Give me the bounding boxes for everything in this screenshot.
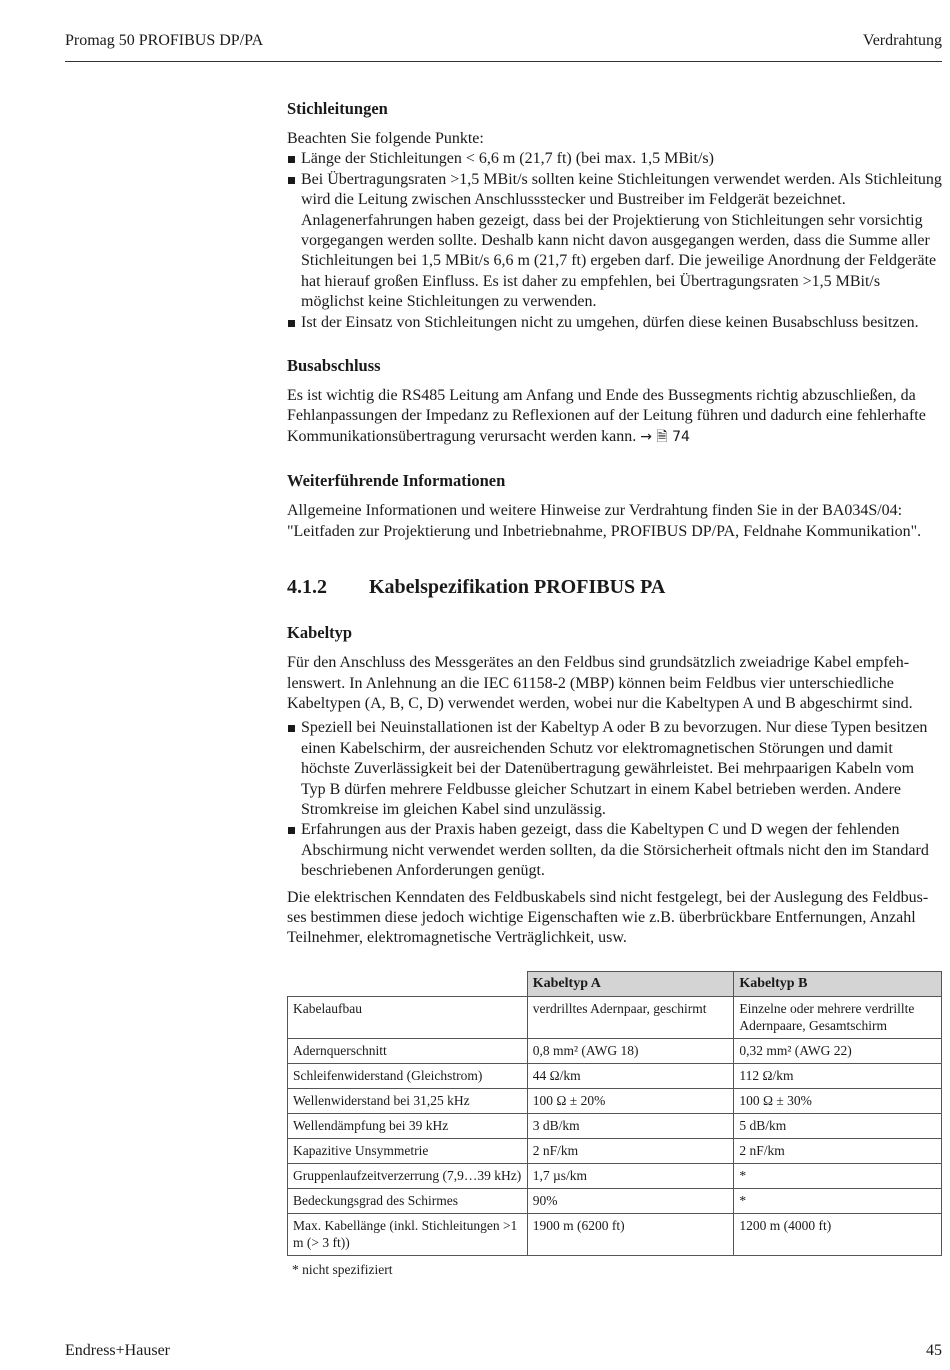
table-footnote: * nicht spezifiziert: [292, 1261, 393, 1277]
busabschluss-paragraph: [287, 386, 942, 447]
list-item: Ist der Einsatz von Stichleitungen nicht zu umgehen, dürfen diese keinen Busabschluss besitzen.: [287, 313, 942, 333]
table-cell: 5 dB/km: [734, 1113, 942, 1138]
table-cell: 1900 m (6200 ft): [527, 1213, 734, 1255]
table-row: [288, 1088, 942, 1113]
footer-company: Endress+Hauser: [65, 1342, 170, 1359]
section-number: 4.1.2: [287, 576, 327, 599]
heading-stichleitungen: Stichleitungen: [287, 99, 388, 118]
heading-busabschluss: Busabschluss: [287, 356, 381, 376]
page-header: [65, 32, 942, 62]
kabeltyp-intro: Für den Anschluss des Messgerätes an den Feldbus sind grundsätzlich zweiadrige Kabel empfehlenswert. In Anlehnung an die IEC 61158-2 (MBP) können beim Feldbus vier unterschiedliche Kabeltypen (A, B, C, D) verwendet werden, wobei nur die Kabeltypen A und B abgeschirmt sind.: [287, 654, 913, 712]
kabeltyp-properties: Die elektrischen Kenndaten des Feldbuskabels sind nicht festgelegt, bei der Auslegung des Feldbusses bestimmen diese jedoch wichtige Eigenschaften wie z.B. überbrückbare Entfernungen, Anzahl Teilnehmer, elektromagnetische Verträglichkeit, usw.: [287, 888, 929, 947]
kabeltyp-list: [287, 718, 942, 881]
table-cell: *: [734, 1188, 942, 1213]
table-row: [288, 996, 942, 1038]
table-row: [288, 1038, 942, 1063]
table-row: [288, 1138, 942, 1163]
table-cell: Wellendämpfung bei 39 kHz: [288, 1113, 528, 1138]
table-cell: Gruppenlaufzeitverzerrung (7,9…39 kHz): [288, 1163, 528, 1188]
table-cell: 1,7 µs/km: [527, 1163, 734, 1188]
heading-kabeltyp: Kabeltyp: [287, 623, 353, 643]
table-cell: Kapazitive Unsymmetrie: [288, 1138, 528, 1163]
busabschluss-text: Es ist wichtig die RS485 Leitung am Anfang und Ende des Bussegments richtig abzuschließen, da Fehlanpassungen der Impedanz zu Reflexionen auf der Leitung führen und dadurch eine fehlerhafte Kommunikationsübertragung verursacht werden kann.: [287, 387, 926, 445]
stichleitungen-intro: Beachten Sie folgende Punkte:: [287, 130, 484, 147]
table-header-row: [288, 971, 942, 996]
list-item: Bei Übertragungsraten >1,5 MBit/s sollten keine Stichleitungen verwendet werden. Als Stichleitung wird die Leitung zwischen Anschlussstecker und Bustreiber im Feldgerät bezeichnet. Anlagenerfahrungen haben gezeigt, dass bei der Projektierung von Stichleitungen sehr vorsichtig vorgegangen werden sollte. Deshalb kann nicht davon ausgegangen werden, dass die Summe aller Stichleitungen bei 1,5 MBit/s 6,6 m (21,7 ft) ergeben darf. Die jeweilige Anordnung der Feldgeräte hat hierauf großen Einfluss. Es ist daher zu empfehlen, bei Übertragungsraten >1,5 MBit/s möglichst keine Stichleitungen zu verwenden.: [287, 170, 942, 313]
section-title: Kabelspezifikation PROFIBUS PA: [369, 576, 666, 599]
page-reference-link[interactable]: → 🗎 74: [640, 428, 690, 445]
table-cell: 90%: [527, 1188, 734, 1213]
table-header-cell: Kabeltyp A: [527, 971, 734, 996]
cable-spec-table: [287, 971, 942, 1256]
table-cell: Max. Kabellänge (inkl. Stichleitungen >1 m (> 3 ft)): [288, 1213, 528, 1255]
footer-page-number: 45: [926, 1342, 942, 1359]
list-item: Länge der Stichleitungen < 6,6 m (21,7 ft) (bei max. 1,5 MBit/s): [287, 149, 942, 169]
table-cell: 100 Ω ± 30%: [734, 1088, 942, 1113]
table-row: [288, 1188, 942, 1213]
table-row: [288, 1063, 942, 1088]
table-cell: Kabelaufbau: [288, 996, 528, 1038]
table-cell: Einzelne oder mehrere verdrillte Adernpaare, Gesamtschirm: [734, 996, 942, 1038]
table-cell: Bedeckungsgrad des Schirmes: [288, 1188, 528, 1213]
table-header-cell: [288, 971, 528, 996]
table-cell: 0,8 mm² (AWG 18): [527, 1038, 734, 1063]
table-cell: 112 Ω/km: [734, 1063, 942, 1088]
section-weiterfuehrende-informationen: [287, 470, 942, 542]
header-chapter-title: Verdrahtung: [862, 32, 942, 49]
table-row: [288, 1113, 942, 1138]
table-cell: *: [734, 1163, 942, 1188]
table-row: [288, 1163, 942, 1188]
table-cell: 2 nF/km: [527, 1138, 734, 1163]
table-cell: 0,32 mm² (AWG 22): [734, 1038, 942, 1063]
table-cell: 100 Ω ± 20%: [527, 1088, 734, 1113]
weiter-paragraph: Allgemeine Informationen und weitere Hinweise zur Verdrahtung finden Sie in der BA034S/04: "Leitfaden zur Projektierung und Inbetriebnahme, PROFIBUS DP/PA, Feldnahe Kommunikation".: [287, 502, 922, 540]
list-item: Erfahrungen aus der Praxis haben gezeigt, dass die Kabeltypen C und D wegen der fehlenden Abschirmung nicht verwendet werden sollten, da die Störsicherheit oftmals nicht den im Standard beschriebenen Anforderungen genügt.: [287, 820, 942, 881]
table-cell: 44 Ω/km: [527, 1063, 734, 1088]
section-kabeltyp: [287, 622, 942, 949]
heading-weiterfuehrende-informationen: Weiterführende Informationen: [287, 471, 506, 491]
table-row: [288, 1213, 942, 1255]
stichleitungen-list: [287, 149, 942, 333]
table-cell: Schleifenwiderstand (Gleichstrom): [288, 1063, 528, 1088]
header-product-title: Promag 50 PROFIBUS DP/PA: [65, 32, 264, 49]
section-stichleitungen: [287, 98, 942, 333]
table-cell: 2 nF/km: [734, 1138, 942, 1163]
table-cell: 3 dB/km: [527, 1113, 734, 1138]
main-content: [287, 96, 942, 1278]
table-cell: Wellenwiderstand bei 31,25 kHz: [288, 1088, 528, 1113]
table-cell: Adernquerschnitt: [288, 1038, 528, 1063]
table-header-cell: Kabeltyp B: [734, 971, 942, 996]
section-heading-kabelspezifikation: [287, 574, 942, 608]
list-item: Speziell bei Neuinstallationen ist der Kabeltyp A oder B zu bevorzugen. Nur diese Typen besitzen einen Kabelschirm, der ausreichenden Schutz vor elektromagnetischen Störungen und damit höchste Zuverlässigkeit bei der Datenübertragung gewährleistet. Bei mehrpaarigen Kabeln vom Typ B dürfen mehrere Feldbusse gleicher Schutzart in einem Kabel betrieben werden. Andere Stromkreise im gleichen Kabel sind unzulässig.: [287, 718, 942, 820]
table-cell: 1200 m (4000 ft): [734, 1213, 942, 1255]
section-busabschluss: [287, 355, 942, 447]
table-cell: verdrilltes Adernpaar, geschirmt: [527, 996, 734, 1038]
